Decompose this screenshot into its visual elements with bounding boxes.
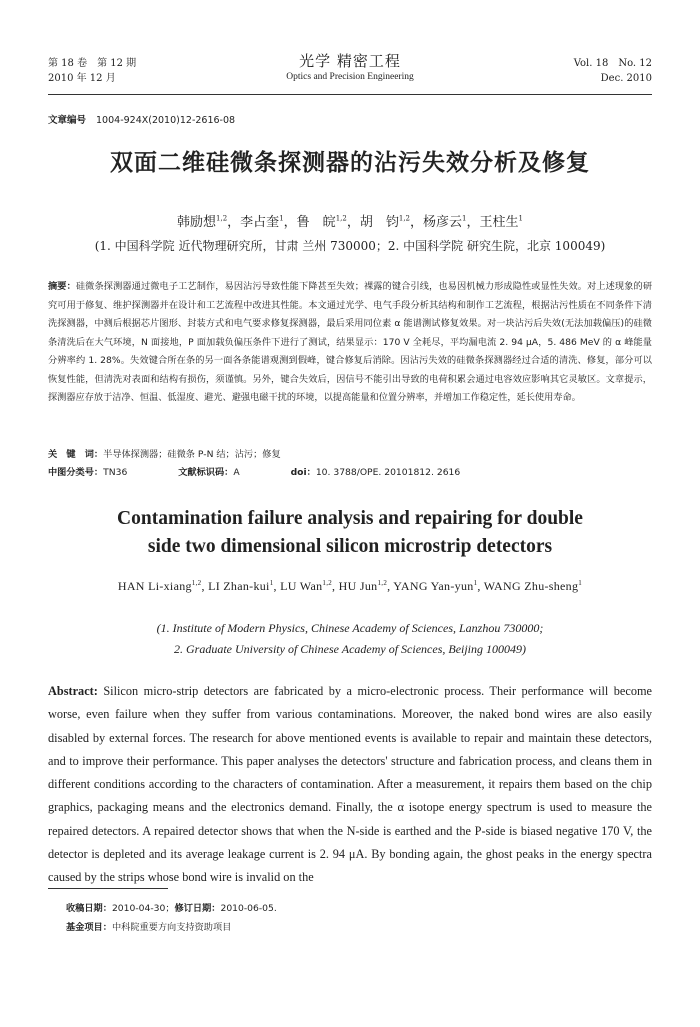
author-sup: 1,2 bbox=[398, 214, 410, 223]
keywords-cn-label: 关 键 词： bbox=[48, 449, 104, 460]
keywords-cn-text: 半导体探测器；硅微条 P-N 结；沾污；修复 bbox=[103, 449, 281, 460]
keywords-cn bbox=[48, 447, 652, 463]
doi bbox=[291, 467, 485, 478]
title-en-line: side two dimensional silicon microstrip detectors bbox=[147, 536, 553, 557]
author-en: WANG Zhu-sheng bbox=[483, 579, 579, 593]
doc-code bbox=[178, 467, 263, 478]
affiliation-en-line: 2. Graduate University of Chinese Academy of Sciences, Beijing 100049) bbox=[173, 642, 527, 656]
author-cn: 鲁 皖 bbox=[296, 215, 336, 230]
header-rule bbox=[48, 94, 652, 95]
clc-label: 中图分类号： bbox=[48, 467, 104, 478]
volume-issue-en: Vol. 18 No. 12 bbox=[573, 58, 652, 69]
footnote-rule bbox=[48, 888, 168, 889]
affiliation-en-line: (1. Institute of Modern Physics, Chinese Academy of Sciences, Lanzhou 730000; bbox=[156, 621, 544, 635]
abstract-cn bbox=[48, 278, 652, 408]
author-sup: 1,2 bbox=[216, 214, 228, 223]
clc-code bbox=[48, 467, 151, 478]
revised-label: 修订日期： bbox=[174, 903, 221, 914]
doi-label: doi： bbox=[290, 467, 316, 478]
title-en bbox=[48, 505, 652, 561]
abstract-en-text: Silicon micro-strip detectors are fabricated by a micro-electronic process. Their performance will become worse, even failure when they suffer from various contaminations. Moreover, the naked bond wires are also easily disabled by external forces. The research for above mentioned events is available to repair and maintain these detectors, and to improve their performance. This paper analyses the detectors' structure and fabrication process, and cleans them in different conditions according to the characters of contamination. After a measurement, it repairs them based on the chip graphics, packaging means and the electronics demand. Finally, the α isotope energy spectrum is used to measure the repaired detectors. A repaired detector shows that when the N-side is earthed and the P-side is biased negative 170 V, the detector is depleted and its average leakage current is 2. 94 μA. By bonding again, the ghost peaks in the energy spectra caused by the strips whose bond wire is invalid on the bbox=[48, 684, 652, 885]
article-number-label: 文章编号 bbox=[48, 115, 87, 126]
authors-cn: 韩励想$^{1,2}$，李占奎$^1$，鲁 皖$^{1,2}$，胡 钧$^{1,2}$，杨彦云$^1$，王柱生$^1$ bbox=[177, 214, 523, 230]
affiliations-cn: (1. 中国科学院 近代物理研究所，甘肃 兰州 730000；2. 中国科学院 研究生院，北京 100049) bbox=[94, 239, 606, 253]
footnote-fund bbox=[66, 920, 652, 936]
doi-value: 10. 3788/OPE. 20101812. 2616 bbox=[315, 467, 461, 478]
article-number bbox=[48, 112, 235, 126]
journal-name-cn: 光学 精密工程 bbox=[299, 52, 401, 70]
author-sup: 1 bbox=[279, 214, 284, 223]
author-en: HAN Li-xiang bbox=[117, 579, 192, 593]
author-sup: 1,2 bbox=[335, 214, 347, 223]
doc-label: 文献标识码： bbox=[178, 467, 234, 478]
author-cn: 杨彦云 bbox=[423, 215, 463, 230]
author-cn: 胡 钧 bbox=[359, 215, 399, 230]
author-cn: 韩励想 bbox=[177, 215, 217, 230]
abstract-cn-text: 硅微条探测器通过微电子工艺制作，易因沾污导致性能下降甚至失效；裸露的键合引线，也易因机械力形成隐性或显性失效。对上述现象的研究可用于修复、维护探测器并在设计和工艺流程中改进其性能。本文通过光学、电气手段分析其结构和制作工艺流程，根据沾污性质在不同条件下清洗探测器，中测后根据芯片图形、封装方式和电气要求修复探测器，最后采用同位素 α 能谱测试修复效果。对一块沾污后失效(无法加载偏压)的硅微条清洗后在大气环境，N 面接地，P 面加载负偏压条件下进行了测试，结果显示：170 V 全耗尽，平均漏电流 2. 94 μA，5. 486 MeV 的 α 峰能量分辨率约 1. 28%。失效键合所在条的另一面各条能谱观测到假峰，键合修复后消除。因沾污失效的硅微条探测器经过合适的清洗、修复，部分可以恢复性能，但清洗对表面和结构有损伤，须谨慎。另外，键合失效后，因信号不能引出导致的电荷积累会通过电容效应影响其它灵敏区。文章提示，探测器应存放于洁净、恒温、低湿度、避光、避强电磁干扰的环境，以提高能量和位置分辨率，并增加工作稳定性，延长使用寿命。 bbox=[48, 281, 653, 403]
header-right bbox=[574, 56, 652, 86]
revised-date: 2010-06-05. bbox=[220, 903, 277, 914]
author-sup: 1,2 bbox=[322, 579, 333, 587]
author-sup: 1 bbox=[269, 579, 274, 587]
classification-line bbox=[48, 465, 652, 481]
abstract-cn-label: 摘要： bbox=[48, 281, 76, 292]
title-en-line: Contamination failure analysis and repairing for double bbox=[117, 508, 583, 529]
article-number-value: 1004-924X(2010)12-2616-08 bbox=[96, 115, 236, 126]
clc-value: TN36 bbox=[103, 467, 128, 478]
author-sup: 1 bbox=[578, 579, 583, 587]
footnote-dates bbox=[66, 901, 652, 917]
journal-name-en: Optics and Precision Engineering bbox=[286, 72, 414, 82]
author-en: LU Wan bbox=[280, 579, 323, 593]
authors-en: HAN Li-xiang$^{1,2}$, LI Zhan-kui$^1$, LU Wan$^{1,2}$, HU Jun$^{1,2}$, YANG Yan-yun$^1$, WANG Zhu-sheng$^1$ bbox=[117, 579, 583, 593]
date-en: Dec. 2010 bbox=[600, 73, 652, 84]
affiliations-en bbox=[48, 618, 652, 660]
author-cn: 王柱生 bbox=[479, 215, 519, 230]
abstract-en-label: Abstract: bbox=[48, 684, 98, 698]
author-sup: 1 bbox=[518, 214, 523, 223]
doc-value: A bbox=[233, 467, 240, 478]
author-sup: 1 bbox=[462, 214, 467, 223]
received-date: 2010-04-30； bbox=[111, 903, 175, 914]
author-sup: 1 bbox=[473, 579, 478, 587]
fund-label: 基金项目： bbox=[66, 922, 112, 933]
received-label: 收稿日期： bbox=[66, 903, 112, 914]
author-sup: 1,2 bbox=[377, 579, 388, 587]
date-cn: 2010 年 12 月 bbox=[48, 73, 116, 84]
author-en: YANG Yan-yun bbox=[393, 579, 474, 593]
author-en: HU Jun bbox=[338, 579, 378, 593]
author-cn: 李占奎 bbox=[240, 215, 280, 230]
author-en: LI Zhan-kui bbox=[208, 579, 270, 593]
fund-text: 中科院重要方向支持资助项目 bbox=[111, 922, 232, 933]
author-sup: 1,2 bbox=[191, 579, 202, 587]
running-header bbox=[48, 52, 652, 92]
header-center bbox=[48, 52, 652, 84]
title-cn: 双面二维硅微条探测器的沾污失效分析及修复 bbox=[110, 150, 590, 176]
abstract-en bbox=[48, 680, 652, 890]
volume-issue-cn: 第 18 卷 第 12 期 bbox=[48, 58, 137, 69]
